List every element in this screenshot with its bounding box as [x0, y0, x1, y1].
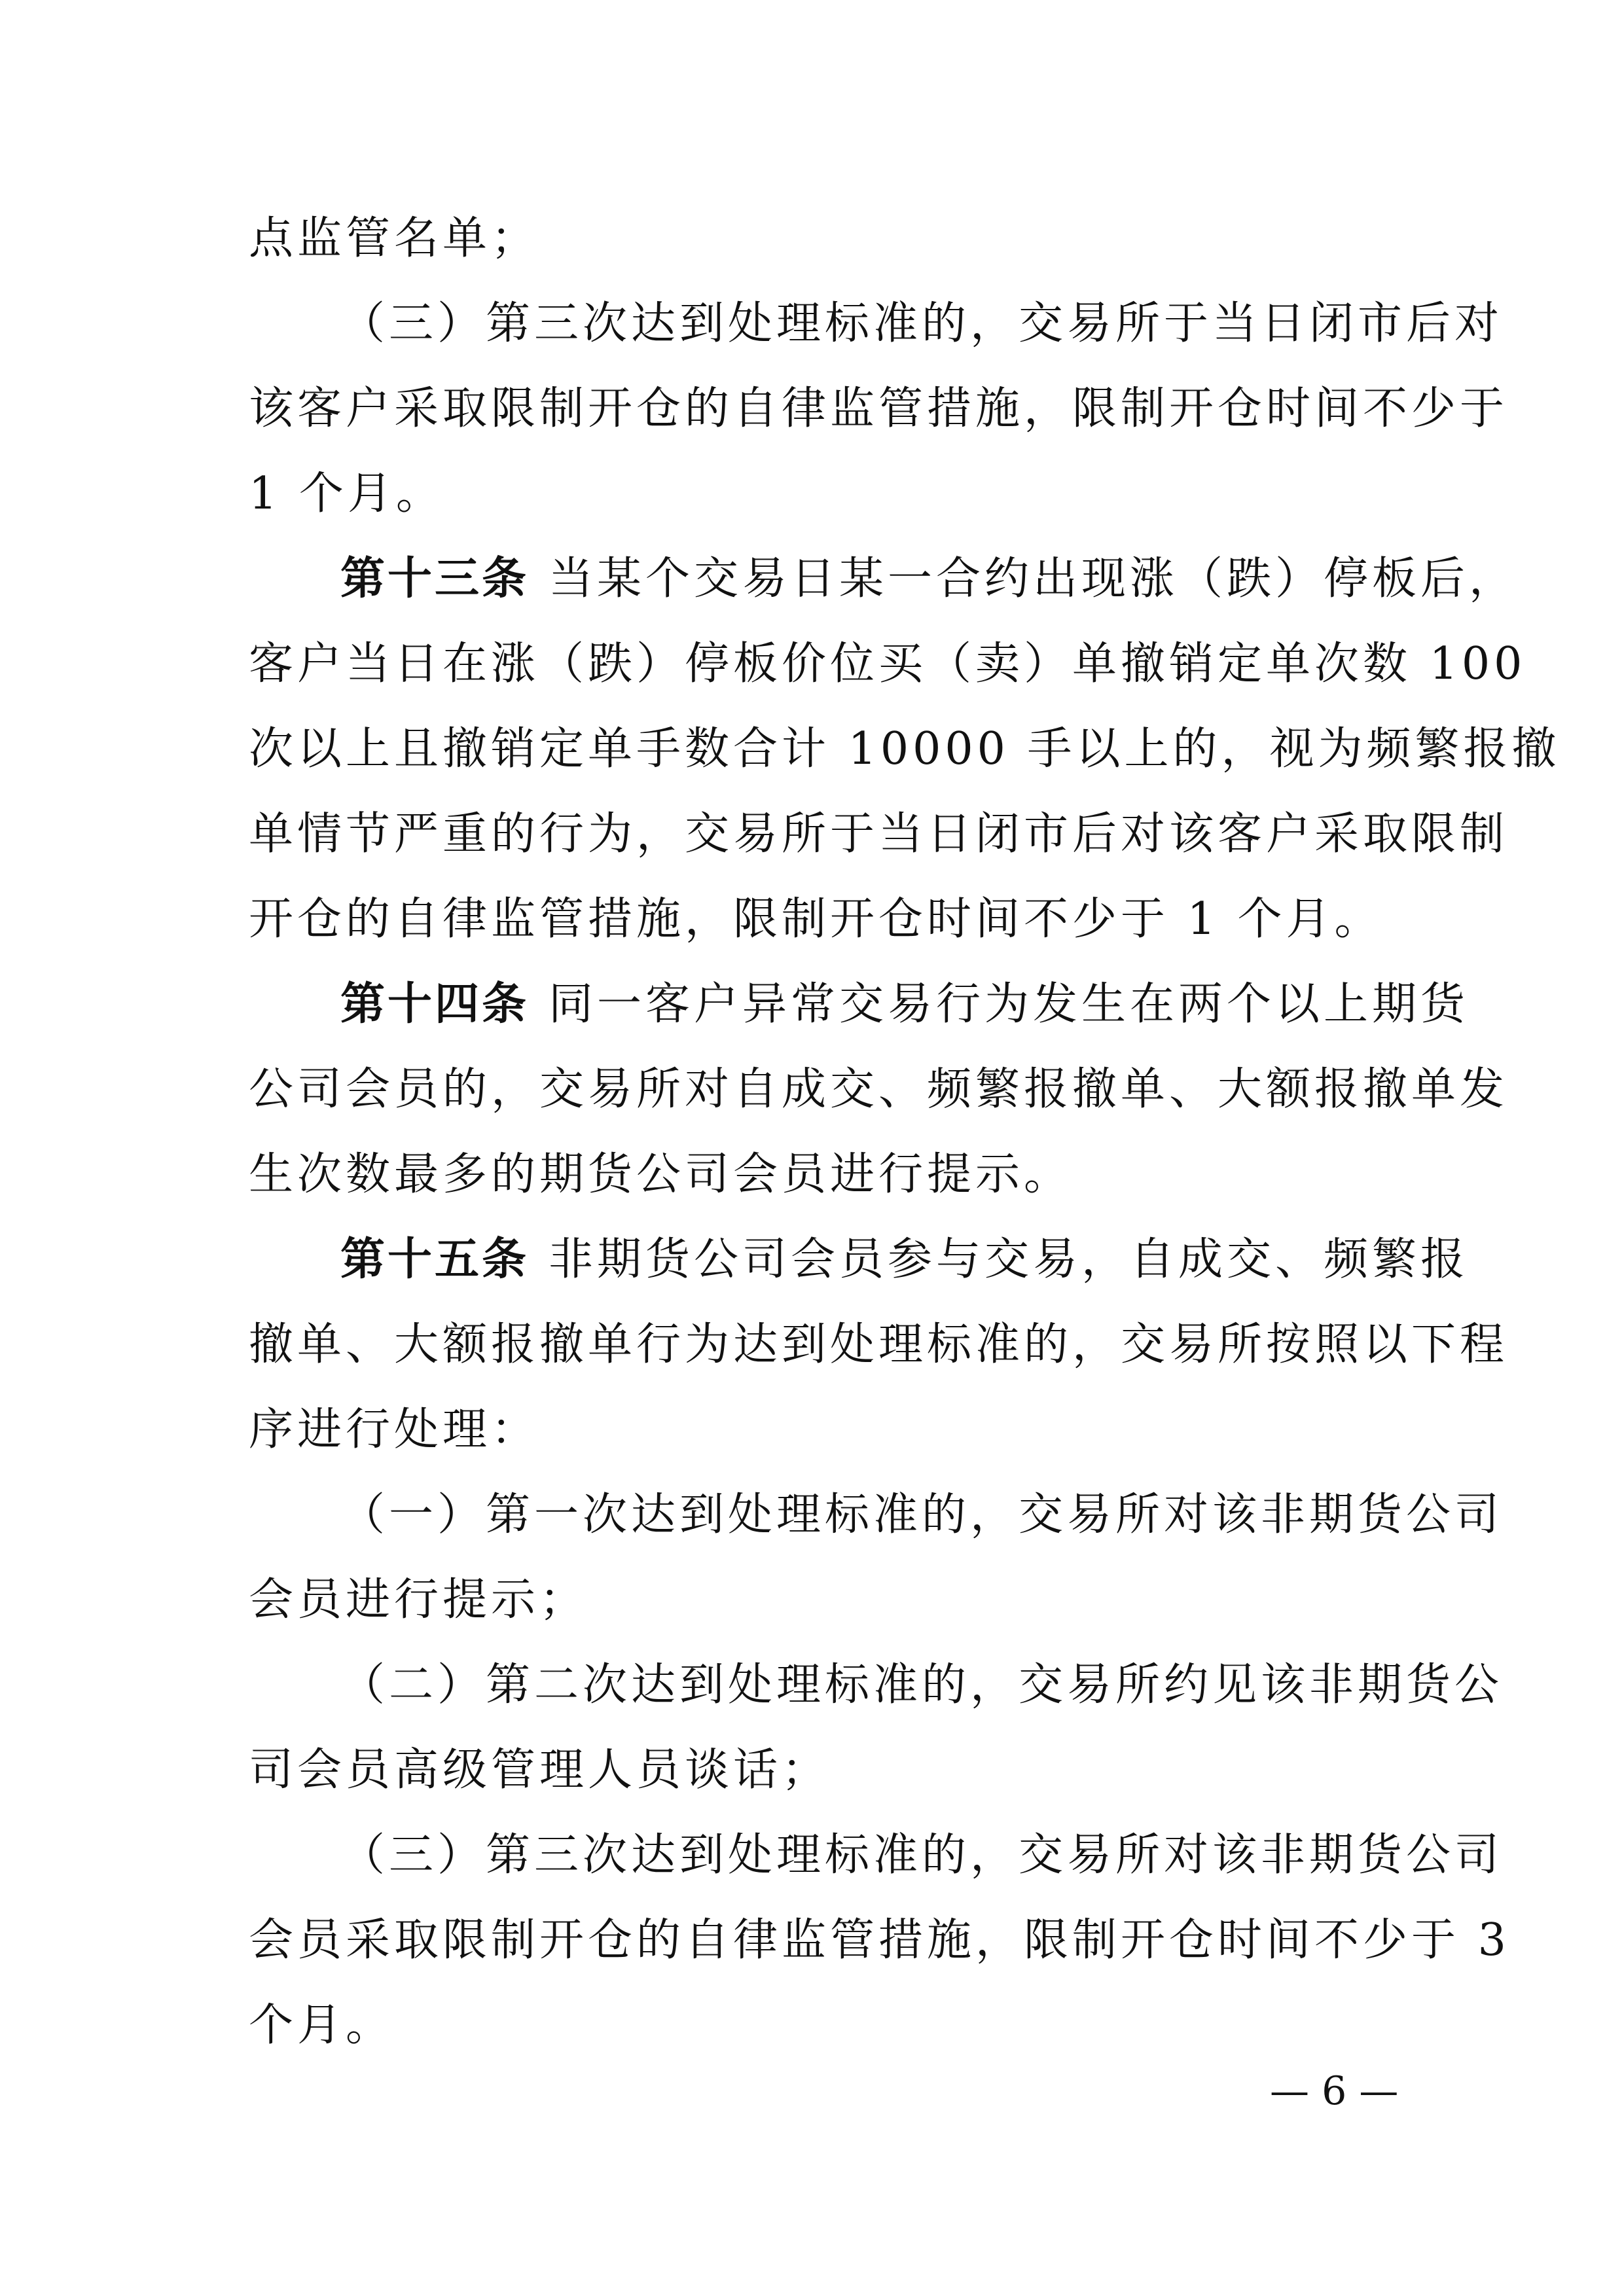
article-15-first-line — [340, 1217, 1470, 1302]
text-line: 会员进行提示； — [249, 1574, 588, 1626]
text-line: 司会员高级管理人员谈话； — [249, 1744, 831, 1796]
text-line: 生次数最多的期货公司会员进行提示。 — [249, 1149, 1073, 1200]
article-13-first-line — [340, 537, 1518, 622]
article-14-heading: 第十四条 — [340, 978, 530, 1030]
text-line: （二）第二次达到处理标准的，交易所约见该非期货公 — [340, 1659, 1504, 1711]
text-line: 次以上且撤销定单手数合计 10000 手以上的，视为频繁报撤 — [249, 723, 1561, 775]
text-line: 单情节严重的行为，交易所于当日闭市后对该客户采取限制 — [249, 808, 1509, 860]
article-15-text: 非期货公司会员参与交易，自成交、频繁报 — [549, 1234, 1470, 1285]
article-15-heading: 第十五条 — [340, 1234, 530, 1285]
text-line: 客户当日在涨（跌）停板价位买（卖）单撤销定单次数 100 — [249, 638, 1526, 690]
text-line: （一）第一次达到处理标准的，交易所对该非期货公司 — [340, 1489, 1504, 1541]
article-13-heading: 第十三条 — [340, 553, 530, 605]
text-line: 撤单、大额报撤单行为达到处理标准的，交易所按照以下程 — [249, 1319, 1509, 1371]
text-line: 公司会员的，交易所对自成交、频繁报撤单、大额报撤单发 — [249, 1064, 1509, 1115]
text-line: 会员采取限制开仓的自律监管措施，限制开仓时间不少于 3 — [249, 1914, 1510, 1966]
text-line: 开仓的自律监管措施，限制开仓时间不少于 1 个月。 — [249, 893, 1383, 945]
article-14-first-line — [340, 962, 1470, 1047]
text-line: 该客户采取限制开仓的自律监管措施，限制开仓时间不少于 — [249, 383, 1509, 435]
text-line: （三）第三次达到处理标准的，交易所对该非期货公司 — [340, 1829, 1504, 1881]
text-line: 点监管名单； — [249, 213, 540, 264]
text-line: （三）第三次达到处理标准的，交易所于当日闭市后对 — [340, 298, 1504, 350]
article-14-text: 同一客户异常交易行为发生在两个以上期货 — [549, 978, 1470, 1030]
text-line: 1 个月。 — [249, 468, 444, 520]
page-number: — 6 — — [1270, 2068, 1399, 2114]
text-line: 序进行处理： — [249, 1404, 540, 1456]
text-line: 个月。 — [249, 2000, 395, 2051]
article-13-text: 当某个交易日某一合约出现涨（跌）停板后， — [549, 553, 1518, 605]
